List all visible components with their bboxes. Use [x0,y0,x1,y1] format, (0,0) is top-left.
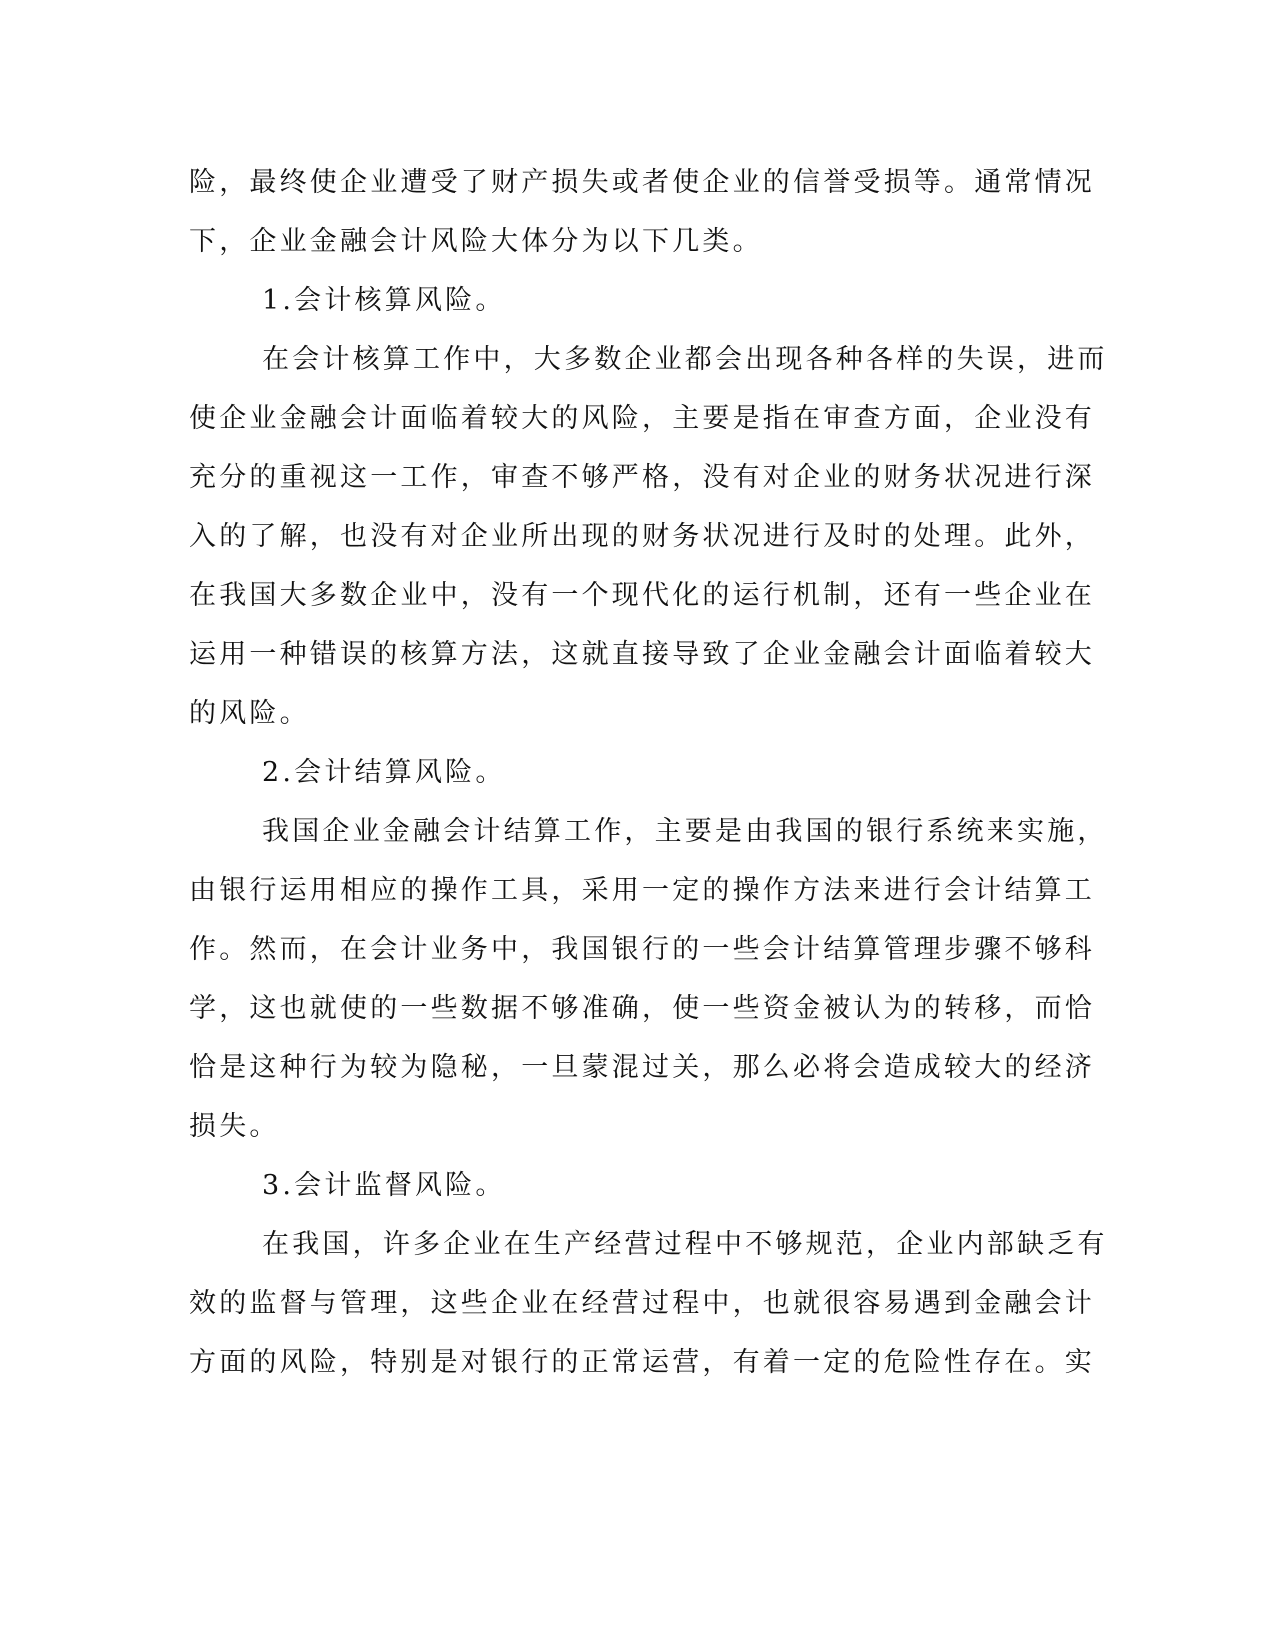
section-heading: 1.会计核算风险。 [262,285,506,316]
text-line: 险，最终使企业遭受了财产损失或者使企业的信誉受损等。通常情况 [189,167,1095,198]
text-line: 下，企业金融会计风险大体分为以下几类。 [189,226,763,257]
text-line: 运用一种错误的核算方法，这就直接导致了企业金融会计面临着较大 [189,639,1095,670]
text-line: 学，这也就使的一些数据不够准确，使一些资金被认为的转移，而恰 [189,993,1095,1024]
text-line: 损失。 [189,1111,280,1142]
text-line: 方面的风险，特别是对银行的正常运营，有着一定的危险性存在。实 [189,1347,1095,1378]
text-line: 作。然而，在会计业务中，我国银行的一些会计结算管理步骤不够科 [189,934,1095,965]
text-line: 充分的重视这一工作，审查不够严格，没有对企业的财务状况进行深 [189,462,1095,493]
text-line: 在我国大多数企业中，没有一个现代化的运行机制，还有一些企业在 [189,580,1095,611]
text-line: 由银行运用相应的操作工具，采用一定的操作方法来进行会计结算工 [189,875,1095,906]
text-line: 在我国，许多企业在生产经营过程中不够规范，企业内部缺乏有 [262,1229,1108,1260]
section-heading: 3.会计监督风险。 [262,1170,506,1201]
text-line: 入的了解，也没有对企业所出现的财务状况进行及时的处理。此外， [189,521,1095,552]
text-line: 效的监督与管理，这些企业在经营过程中，也就很容易遇到金融会计 [189,1288,1095,1319]
text-line: 使企业金融会计面临着较大的风险，主要是指在审查方面，企业没有 [189,403,1095,434]
text-line: 我国企业金融会计结算工作，主要是由我国的银行系统来实施， [262,816,1108,847]
text-line: 恰是这种行为较为隐秘，一旦蒙混过关，那么必将会造成较大的经济 [189,1052,1095,1083]
text-line: 在会计核算工作中，大多数企业都会出现各种各样的失误，进而 [262,344,1108,375]
section-heading: 2.会计结算风险。 [262,757,506,788]
text-line: 的风险。 [189,698,310,729]
